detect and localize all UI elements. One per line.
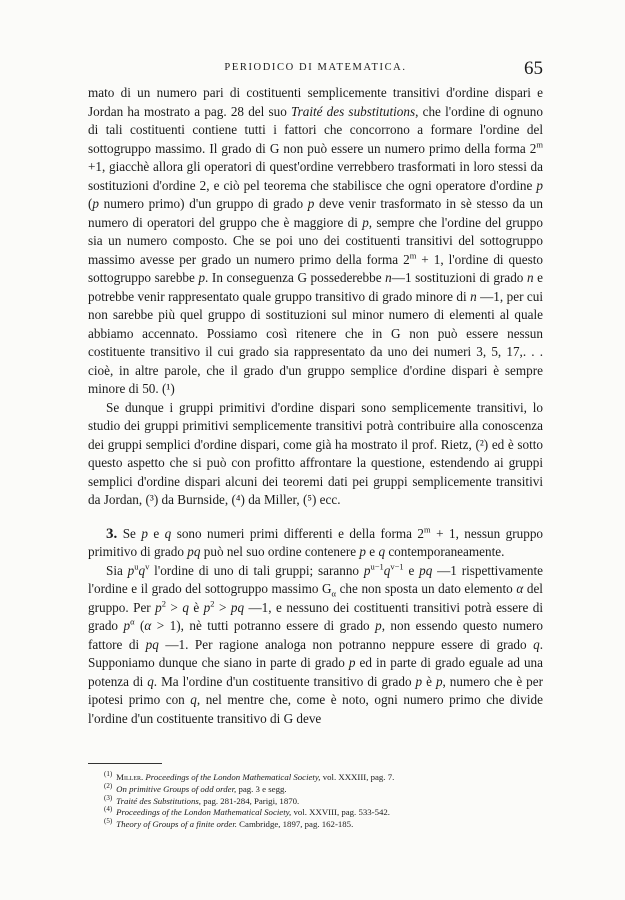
page-number: 65 bbox=[524, 58, 543, 79]
theorem-3: 3. Se p e q sono numeri primi differenti e della forma $2^m + 1$, nessun gruppo primitivo di grado pq può nel suo ordine contenere p e q contemporaneamente. bbox=[88, 524, 544, 559]
proof-paragraph: Sia $p^uq^v$ l'ordine di uno di tali gruppi; saranno $p^{u-1}q^{v-1}$ e pq —1 rispettivamente l'ordine e il grado del sottogruppo massimo $G_\alpha$ che non sposta un dato elemento α del gruppo. Per $p^2 > q$ è $p^2$ > pq —1, e nessuno dei costituenti transitivi potrà essere di grado $p^\alpha$ (α > 1), nè tutti potranno essere di grado p, non essendo questo numero fattore di pq —1. Per ragione analoga non potranno neppure essere di grado q. Supponiamo dunque che siano in parte di grado p ed in parte di grado eguale ad una potenza di q. Ma l'ordine d'un costituente transitivo di grado p è p, numero che è per ipotesi primo con q, nel mentre che, come è noto, ogni numero primo che divide l'ordine d'un costituente transitivo di G deve bbox=[88, 561, 544, 726]
page-header bbox=[88, 58, 543, 82]
footnote-3: $^{(3)}$ Traité des Substitutions, pag. 281-284, Parigi, 1870. bbox=[104, 793, 300, 806]
footnote-ref-2: (²) bbox=[475, 436, 489, 452]
book-title: Traité des substitutions bbox=[290, 103, 416, 119]
footnote-divider bbox=[88, 763, 162, 764]
footnote-ref-4: (⁴) bbox=[231, 492, 245, 507]
footnote-ref-1: (¹) bbox=[162, 381, 175, 396]
footnote-ref-3: (³) bbox=[145, 492, 159, 507]
footnotes bbox=[104, 772, 544, 831]
footnote-5: $^{(5)}$ Theory of Groups of a finite order. Cambridge, 1897, pag. 162-185. bbox=[104, 817, 354, 830]
paragraph-2: Se dunque i gruppi primitivi d'ordine dispari sono semplicemente transitivi, lo studio dei gruppi primitivi semplicemente transitivi potrà contribuire alla conoscenza dei gruppi semplici d'ordine dispari, come già ha mostrato il prof. Rietz, (²) ed è sotto questo aspetto che si può con profitto affrontare la questione, estendendo ai gruppi semplici d'ordine dispari alcuni dei teoremi dati pei gruppi semplicemente transitivi da Jordan, (³) da Burnside, (⁴) da Miller, (⁵) ecc. bbox=[88, 399, 543, 507]
footnote-4: $^{(4)}$ Proceedings of the London Mathematical Society, vol. XXVIII, pag. 533-542. bbox=[104, 805, 390, 818]
body-text bbox=[88, 84, 543, 728]
footnote-2: $^{(2)}$ On primitive Groups of odd order, pag. 3 e segg. bbox=[104, 781, 287, 794]
footnote-1: $^{(1)}$ Miller. Proceedings of the London Mathematical Society, vol. XXXIII, pag. 7. bbox=[104, 770, 395, 782]
footnote-ref-5: (⁵) bbox=[302, 492, 317, 507]
section-number: 3. bbox=[106, 525, 118, 542]
running-title: PERIODICO DI MATEMATICA. bbox=[224, 62, 407, 73]
paragraph-1: mato di un numero pari di costituenti semplicemente transitivi d'ordine dispari e Jordan ha mostrato a pag. 28 del suo Traité des substitutions, che l'ordine di ognuno di tali costituenti contiene tutti i fattori che concorrono a formare l'ordine del sottogruppo massimo. Il grado di G non può essere un numero primo della forma $2^m +1$, giacchè allora gli operatori di quest'ordine verrebbero trasformati in loro stessi da sostituzioni d'ordine 2, e ciò pel teorema che stabilisce che ogni operatore d'ordine p (p numero primo) d'un gruppo di grado p deve venir trasformato in sè stesso da un numero di operatori del gruppo che è maggiore di p, sempre che l'ordine del gruppo sia un numero composto. Che se poi uno dei costituenti transitivi del sottogruppo massimo avesse per grado un numero primo della forma $2^m + 1$, l'ordine di questo sottogruppo sarebbe p. In conseguenza G possederebbe n—1 sostituzioni di grado n e potrebbe venir rappresentato quale gruppo transitivo di grado minore di n —1, per cui non sarebbe più quel gruppo di sostituzioni sul minor numero di elementi al quale abbiamo accennato. Possiamo così ritenere che in G non può essere nessun costituente transitivo il cui grado sia rappresentato da uno dei numeri 3, 5, 17,. . . cioè, in altre parole, che il grado d'un gruppo semplice d'ordine dispari è sempre minore di 50. (¹) bbox=[88, 85, 543, 396]
